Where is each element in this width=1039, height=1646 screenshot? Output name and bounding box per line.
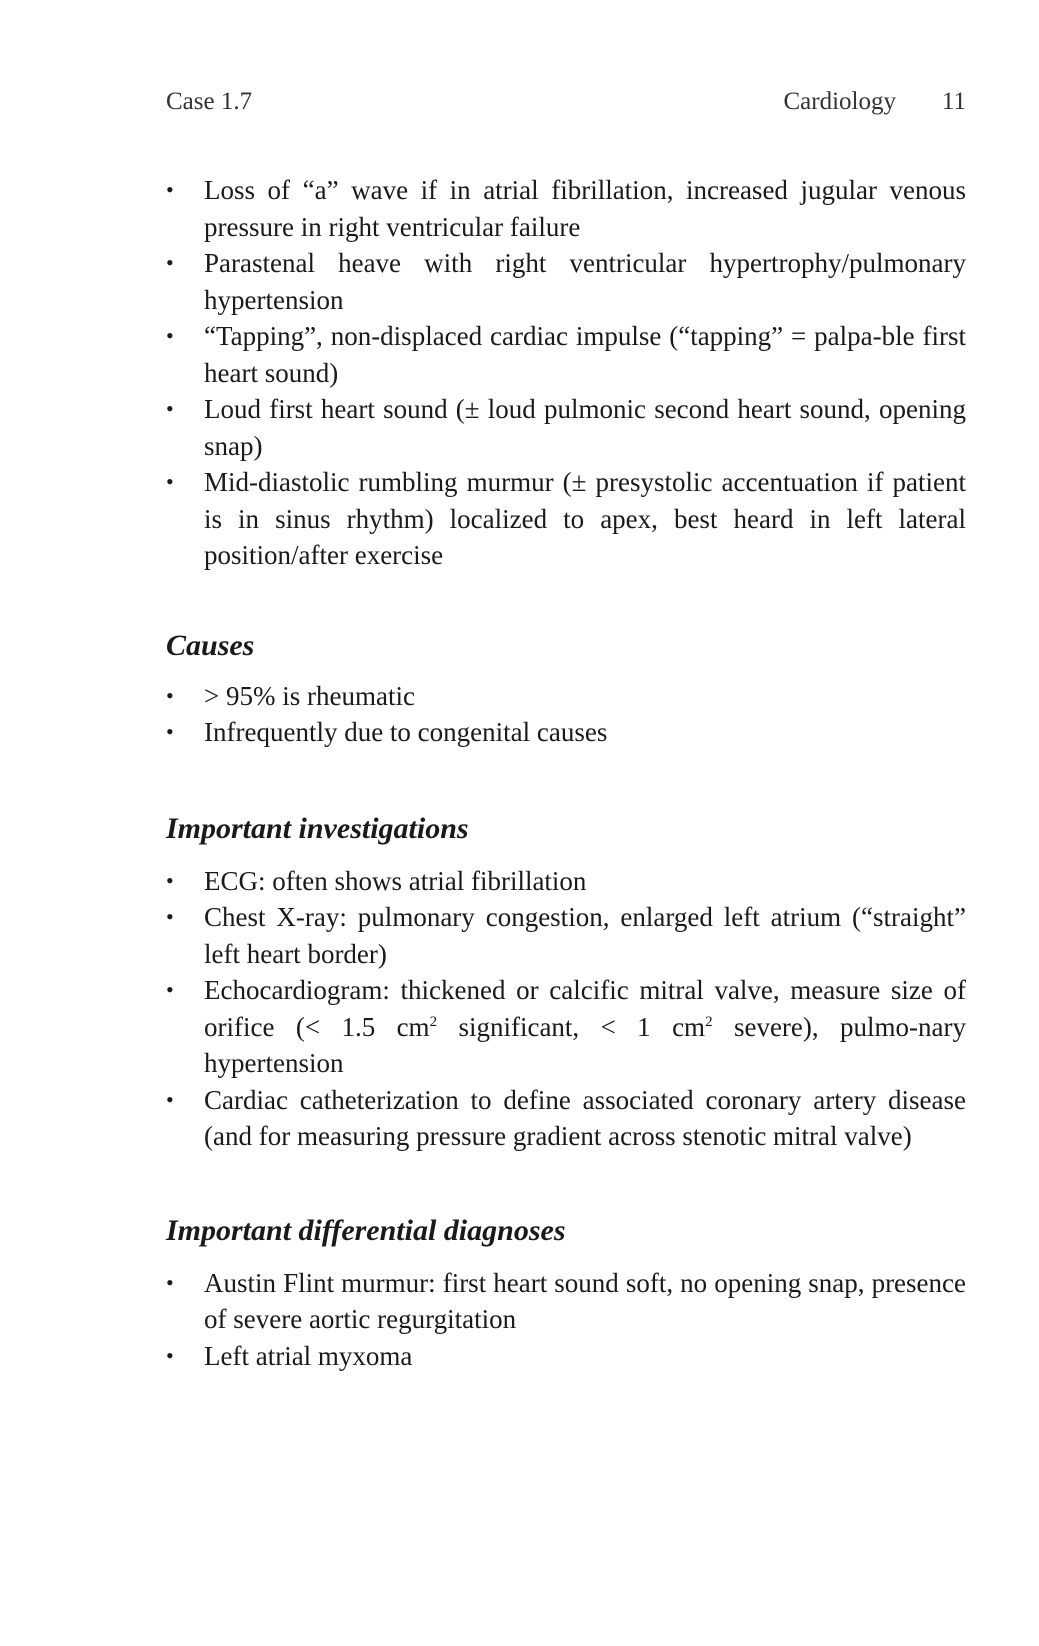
bullet-icon: •: [166, 177, 174, 202]
echo-text-part3: severe), pulmo-nary hypertension: [204, 1011, 966, 1078]
list-item: [166, 1265, 966, 1338]
causes-heading: Causes: [166, 628, 255, 662]
investigations-heading: Important investigations: [166, 811, 469, 845]
investigations-list: [166, 863, 966, 1155]
list-item-text: Mid-diastolic rumbling murmur (± presystolic accentuation if patient is in sinus rhythm) localized to apex, best heard in left lateral position/after exercise: [204, 467, 966, 570]
list-item: [166, 1338, 966, 1375]
list-item-text: Left atrial myxoma: [204, 1340, 413, 1371]
bullet-icon: •: [166, 867, 174, 893]
list-item: [166, 391, 966, 464]
bullet-icon: •: [166, 904, 174, 929]
list-item: [166, 245, 966, 318]
list-item-text: Loss of “a” wave if in atrial fibrillation, increased jugular venous pressure in right ventricular failure: [204, 175, 966, 242]
bullet-icon: •: [166, 1086, 174, 1112]
list-item-text: Cardiac catheterization to define associated coronary artery disease (and for measuring pressure gradient across stenotic mitral valve): [204, 1084, 966, 1151]
echo-text-part2: significant, < 1 cm: [437, 1011, 706, 1042]
list-item-text: Chest X-ray: pulmonary congestion, enlarged left atrium (“straight” left heart border): [204, 902, 966, 969]
list-item-text: “Tapping”, non-displaced cardiac impulse (“tapping” = palpa-ble first heart sound): [204, 321, 966, 388]
bullet-icon: •: [166, 682, 174, 708]
echo-text-part1: Echocardiogram: thickened or calcific mitral valve, measure size of orifice (< 1.5 cm: [204, 975, 966, 1042]
list-item-text: Parastenal heave with right ventricular hypertrophy/pulmonary hypertension: [204, 248, 966, 315]
bullet-icon: •: [166, 977, 174, 1002]
list-item: [166, 464, 966, 574]
list-item: [166, 1082, 966, 1155]
causes-list: [166, 678, 966, 751]
case-label: Case 1.7: [166, 88, 253, 115]
bullet-icon: •: [166, 1342, 174, 1368]
list-item: [166, 863, 966, 900]
list-item-text: Infrequently due to congenital causes: [204, 717, 608, 747]
list-item: [166, 172, 966, 245]
clinical-signs-list: [166, 172, 966, 574]
bullet-icon: •: [166, 250, 174, 275]
list-item: [166, 972, 966, 1082]
list-item-text: ECG: often shows atrial fibrillation: [204, 865, 587, 896]
bullet-icon: •: [166, 323, 174, 348]
list-item-text: > 95% is rheumatic: [204, 680, 415, 711]
page-content: [166, 172, 966, 1374]
section-label: Cardiology: [783, 88, 896, 115]
bullet-icon: •: [166, 396, 174, 421]
list-item-text: Austin Flint murmur: first heart sound soft, no opening snap, presence of severe aortic regurgitation: [204, 1267, 966, 1334]
bullet-icon: •: [166, 469, 174, 494]
list-item: [166, 714, 966, 751]
list-item: [166, 678, 966, 715]
differentials-list: [166, 1265, 966, 1375]
bullet-icon: •: [166, 719, 174, 744]
superscript-squared: 2: [705, 1013, 713, 1030]
superscript-squared: 2: [429, 1013, 438, 1030]
list-item-text: Loud first heart sound (± loud pulmonic second heart sound, opening snap): [204, 394, 966, 461]
list-item: [166, 899, 966, 972]
differentials-heading: Important differential diagnoses: [166, 1213, 566, 1247]
list-item: [166, 318, 966, 391]
page-number: 11: [941, 88, 966, 115]
bullet-icon: •: [166, 1269, 174, 1295]
running-head: [166, 88, 966, 122]
